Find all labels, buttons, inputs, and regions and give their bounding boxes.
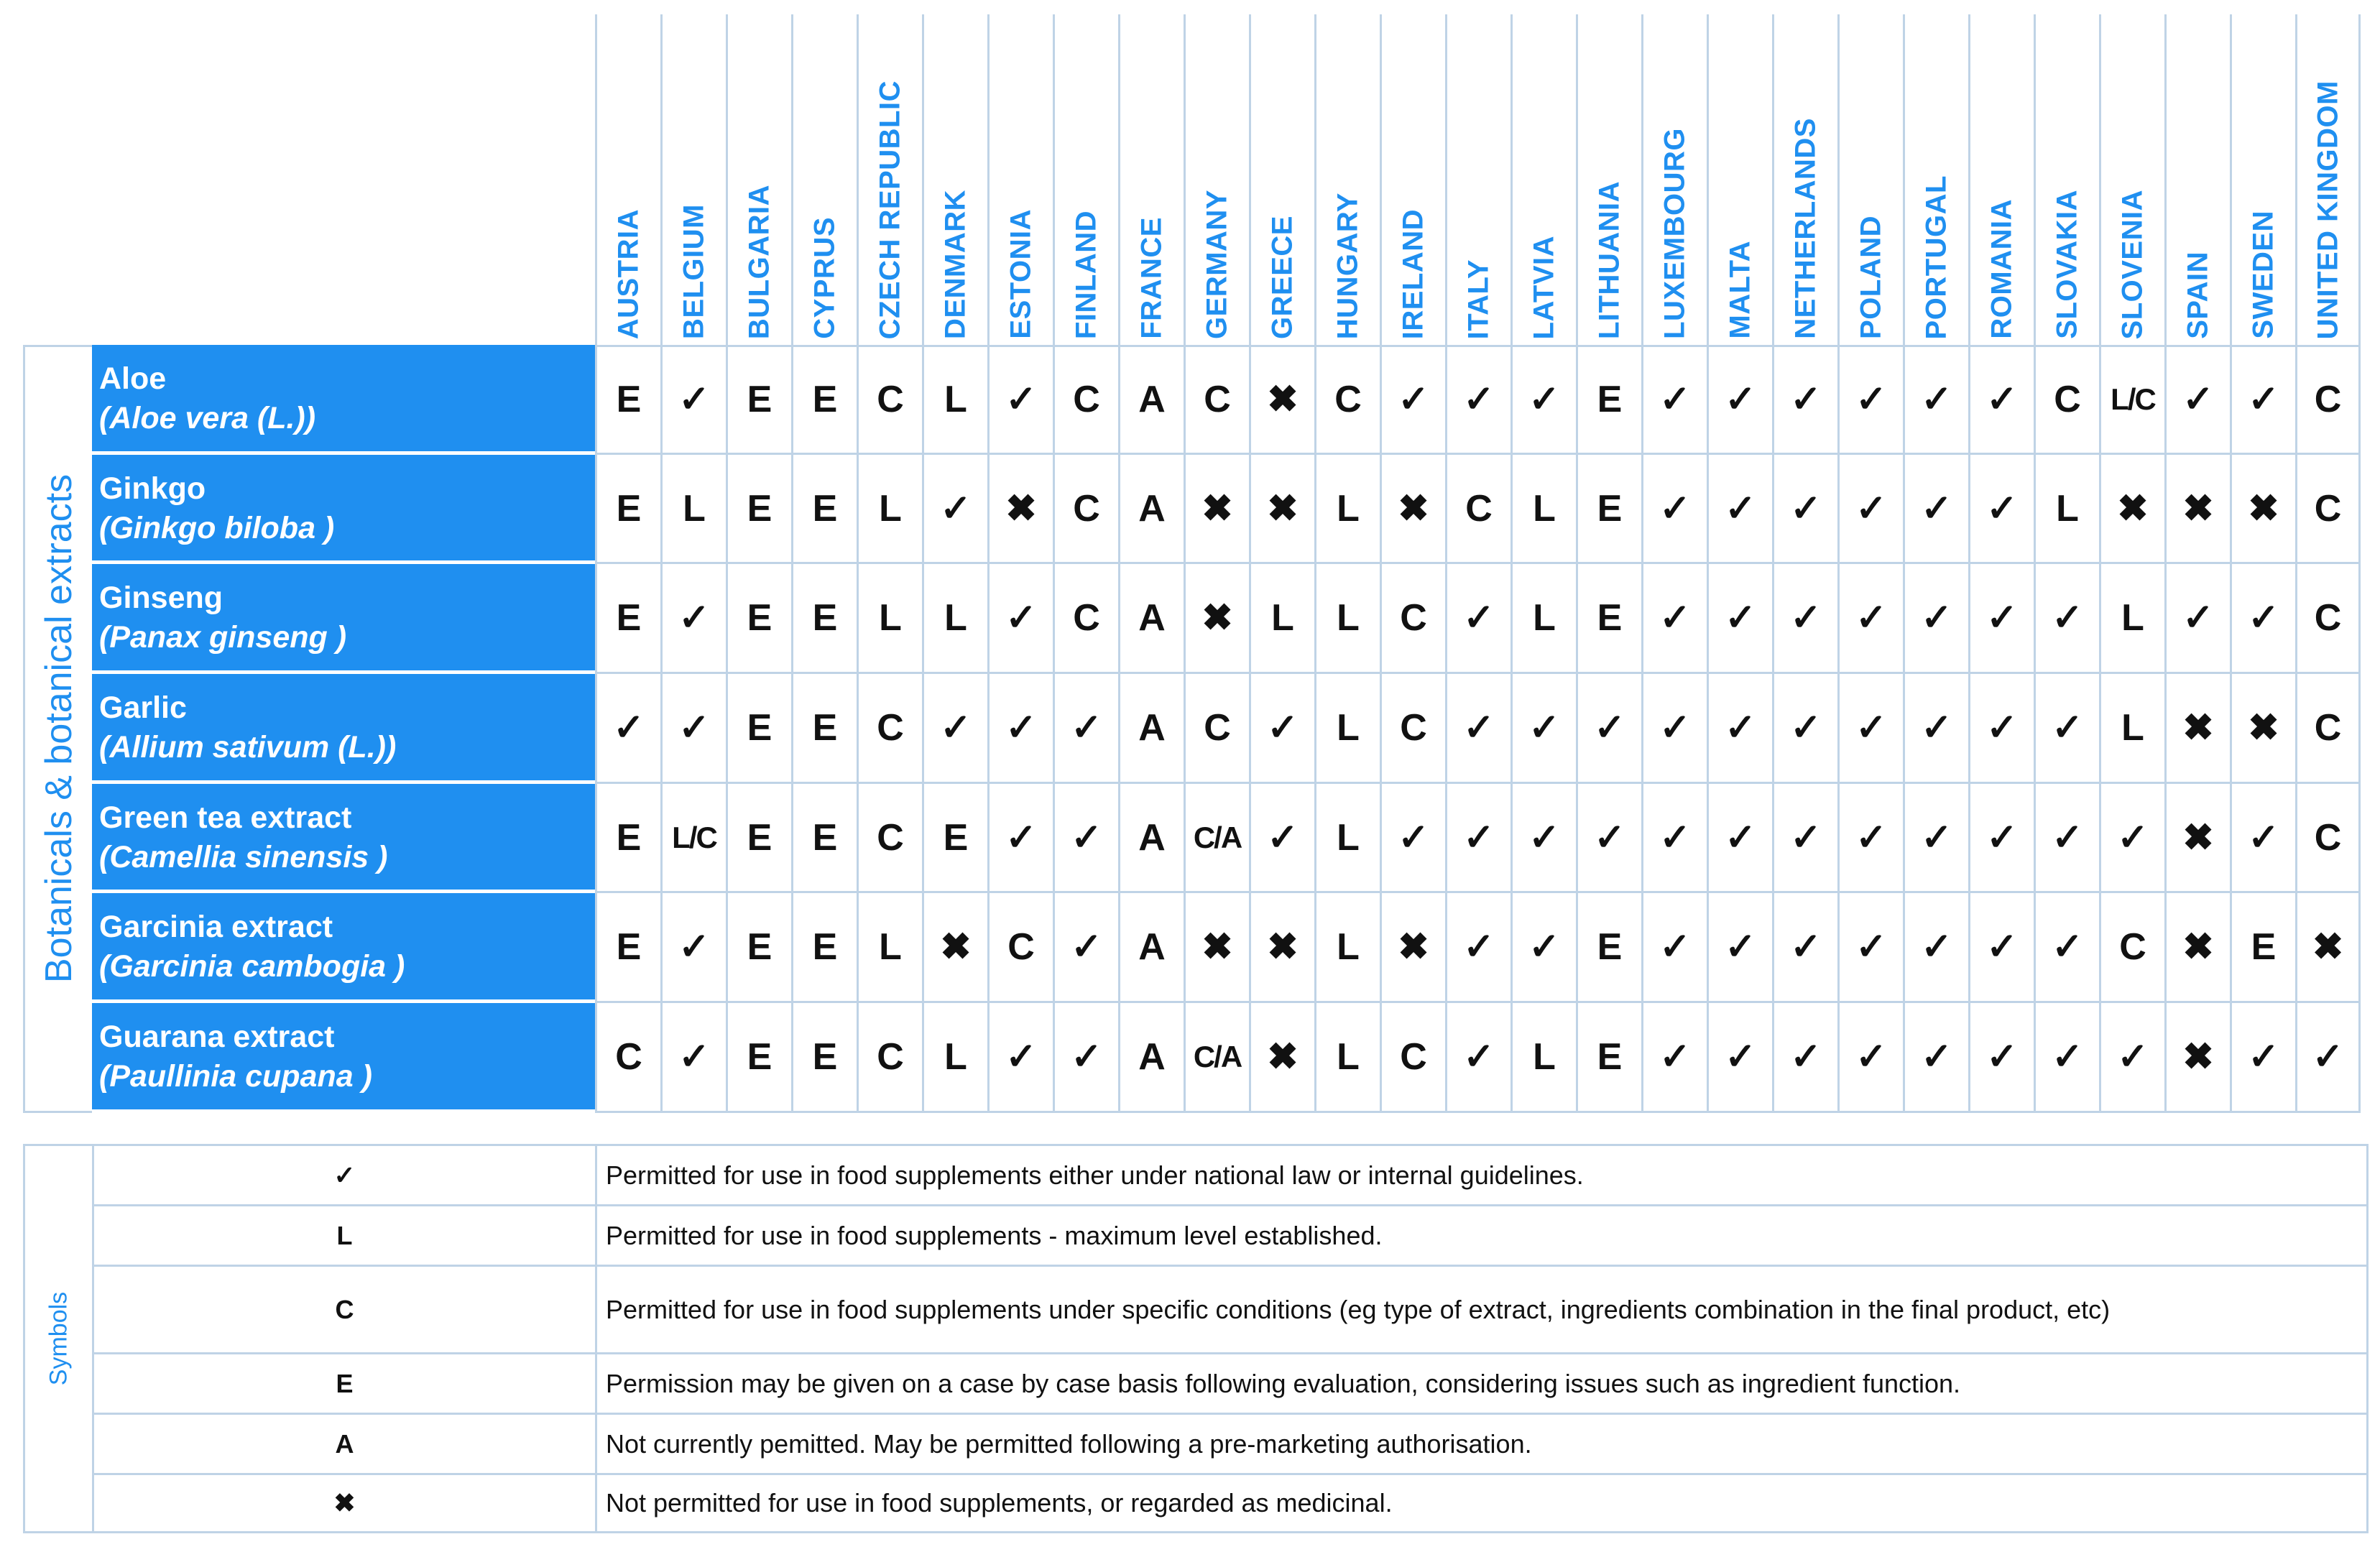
status-cell: ✓ — [1903, 345, 1968, 455]
status-cell: ✓ — [2034, 674, 2099, 784]
row-label — [92, 455, 595, 565]
country-header-label: SWEDEN — [2247, 211, 2279, 339]
country-header-label: SLOVENIA — [2116, 189, 2149, 339]
country-header — [1641, 14, 1707, 345]
status-cell: ✓ — [1053, 784, 1118, 894]
country-header — [1118, 14, 1184, 345]
status-cell: ✓ — [1053, 674, 1118, 784]
status-cell: ✓ — [1903, 564, 1968, 674]
status-cell: ✓ — [1772, 564, 1837, 674]
status-cell: ✖ — [1249, 455, 1314, 565]
status-cell: E — [791, 455, 857, 565]
ingredient-name: Ginkgo — [99, 471, 206, 506]
status-cell: ✓ — [1837, 893, 1903, 1003]
country-header — [1707, 14, 1772, 345]
status-cell: C — [987, 893, 1053, 1003]
status-cell: E — [791, 564, 857, 674]
status-cell: A — [1118, 784, 1184, 894]
status-cell: ✓ — [987, 674, 1053, 784]
country-header-label: CYPRUS — [808, 217, 841, 339]
status-cell: C — [2295, 345, 2361, 455]
status-cell: C — [1184, 345, 1249, 455]
status-cell: L — [857, 893, 922, 1003]
status-cell: ✓ — [1380, 345, 1445, 455]
status-cell: ✓ — [1903, 1003, 1968, 1113]
scientific-name: (Panax ginseng ) — [99, 620, 347, 655]
permission-table — [23, 14, 2380, 1113]
country-header — [1184, 14, 1249, 345]
status-cell: ✓ — [1903, 784, 1968, 894]
country-header — [2099, 14, 2164, 345]
status-cell: C/A — [1184, 784, 1249, 894]
status-cell: ✓ — [1707, 564, 1772, 674]
status-cell: L — [1314, 455, 1380, 565]
status-cell: L — [857, 455, 922, 565]
country-header-label: SPAIN — [2182, 251, 2214, 339]
country-header-label: AUSTRIA — [612, 208, 645, 339]
status-cell: ✖ — [987, 455, 1053, 565]
status-cell: ✓ — [1641, 893, 1707, 1003]
status-cell: E — [726, 455, 791, 565]
country-header — [791, 14, 857, 345]
legend-title — [23, 1144, 92, 1533]
status-cell: ✓ — [1968, 1003, 2034, 1113]
country-header — [1968, 14, 2034, 345]
row-label — [92, 893, 595, 1003]
country-header-label: HUNGARY — [1332, 192, 1364, 339]
row-label — [92, 784, 595, 894]
legend-description: Permitted for use in food supplements - maximum level established. — [595, 1204, 2369, 1265]
status-cell: A — [1118, 455, 1184, 565]
status-cell: ✖ — [1184, 564, 1249, 674]
status-cell: L — [922, 564, 987, 674]
status-cell: ✓ — [2099, 1003, 2164, 1113]
status-cell: ✓ — [1772, 1003, 1837, 1113]
status-cell: ✓ — [2230, 1003, 2295, 1113]
scientific-name: (Allium sativum (L.)) — [99, 730, 397, 765]
row-label — [92, 1003, 595, 1113]
status-cell: ✖ — [2230, 455, 2295, 565]
status-cell: E — [1576, 1003, 1641, 1113]
country-header — [1510, 14, 1576, 345]
status-cell: E — [595, 564, 660, 674]
status-cell: C — [2295, 564, 2361, 674]
country-header — [595, 14, 660, 345]
status-cell: C — [1053, 455, 1118, 565]
status-cell: C — [1380, 674, 1445, 784]
status-cell: L — [1314, 893, 1380, 1003]
group-label-text: Botanicals & botanical extracts — [37, 474, 80, 984]
status-cell: ✓ — [1903, 893, 1968, 1003]
status-cell: ✓ — [1837, 455, 1903, 565]
status-cell: ✓ — [1707, 784, 1772, 894]
status-cell: ✓ — [1772, 674, 1837, 784]
status-cell: ✓ — [1968, 564, 2034, 674]
status-cell: ✓ — [1837, 564, 1903, 674]
country-header-label: GREECE — [1266, 216, 1299, 339]
status-cell: ✓ — [922, 674, 987, 784]
status-cell: C — [857, 1003, 922, 1113]
country-header — [1772, 14, 1837, 345]
status-cell: ✓ — [1445, 893, 1510, 1003]
status-cell: ✓ — [1641, 564, 1707, 674]
status-cell: ✓ — [1445, 1003, 1510, 1113]
status-cell: ✖ — [1380, 893, 1445, 1003]
ingredient-name: Ginseng — [99, 581, 223, 616]
country-header — [2295, 14, 2361, 345]
status-cell: ✓ — [1053, 893, 1118, 1003]
country-header — [2164, 14, 2230, 345]
country-header-label: CZECH REPUBLIC — [874, 80, 906, 339]
status-cell: C — [1314, 345, 1380, 455]
status-cell: ✓ — [2230, 345, 2295, 455]
status-cell: ✓ — [1641, 345, 1707, 455]
status-cell: L — [1249, 564, 1314, 674]
country-header-label: POLAND — [1855, 216, 1887, 339]
status-cell: C — [1380, 1003, 1445, 1113]
status-cell: ✓ — [2164, 564, 2230, 674]
country-header — [1314, 14, 1380, 345]
legend-symbol: E — [92, 1352, 595, 1413]
status-cell: L — [1510, 455, 1576, 565]
country-header-label: DENMARK — [939, 190, 972, 339]
status-cell: E — [791, 784, 857, 894]
symbols-legend — [23, 1144, 2369, 1533]
status-cell: E — [791, 893, 857, 1003]
status-cell: ✓ — [660, 564, 726, 674]
status-cell: L — [660, 455, 726, 565]
group-label — [23, 345, 92, 1113]
corner-spacer — [92, 14, 595, 345]
country-header-label: LATVIA — [1528, 235, 1560, 339]
corner-spacer — [23, 14, 92, 345]
country-header — [1380, 14, 1445, 345]
status-cell: L — [1314, 784, 1380, 894]
status-cell: L — [922, 1003, 987, 1113]
status-cell: ✓ — [1837, 674, 1903, 784]
status-cell: A — [1118, 674, 1184, 784]
legend-symbol: ✖ — [92, 1473, 595, 1533]
status-cell: ✓ — [660, 674, 726, 784]
status-cell: C — [2295, 455, 2361, 565]
status-cell: ✓ — [1903, 455, 1968, 565]
status-cell: ✖ — [2164, 455, 2230, 565]
status-cell: ✓ — [1510, 893, 1576, 1003]
status-cell: A — [1118, 1003, 1184, 1113]
status-cell: C — [857, 674, 922, 784]
status-cell: E — [726, 784, 791, 894]
status-cell: ✓ — [2034, 564, 2099, 674]
scientific-name: (Ginkgo biloba ) — [99, 510, 335, 545]
country-header-label: LITHUANIA — [1593, 180, 1625, 339]
status-cell: ✓ — [1837, 345, 1903, 455]
status-cell: ✓ — [660, 1003, 726, 1113]
country-header — [857, 14, 922, 345]
status-cell: E — [726, 674, 791, 784]
country-header — [1576, 14, 1641, 345]
row-label — [92, 564, 595, 674]
status-cell: ✖ — [2099, 455, 2164, 565]
status-cell: L — [1314, 564, 1380, 674]
status-cell: L — [2099, 564, 2164, 674]
status-cell: ✓ — [1641, 1003, 1707, 1113]
legend-symbol: L — [92, 1204, 595, 1265]
status-cell: ✓ — [2034, 1003, 2099, 1113]
status-cell: ✓ — [2034, 893, 2099, 1003]
status-cell: ✓ — [1445, 564, 1510, 674]
country-header — [726, 14, 791, 345]
country-header-label: BELGIUM — [678, 204, 710, 339]
status-cell: ✖ — [2164, 893, 2230, 1003]
status-cell: C — [2034, 345, 2099, 455]
status-cell: ✖ — [2164, 784, 2230, 894]
ingredient-name: Aloe — [99, 361, 167, 396]
ingredient-name: Garcinia extract — [99, 910, 333, 945]
status-cell: E — [1576, 345, 1641, 455]
status-cell: ✓ — [1968, 455, 2034, 565]
status-cell: ✓ — [1968, 784, 2034, 894]
status-cell: ✖ — [2230, 674, 2295, 784]
status-cell: ✓ — [2230, 784, 2295, 894]
country-header-label: LUXEMBOURG — [1659, 128, 1691, 339]
status-cell: ✓ — [987, 564, 1053, 674]
country-header-label: FINLAND — [1070, 210, 1102, 339]
country-header-label: ROMANIA — [1985, 199, 2018, 339]
status-cell: L — [1314, 1003, 1380, 1113]
status-cell: E — [791, 674, 857, 784]
status-cell: ✖ — [1249, 345, 1314, 455]
legend-description: Permission may be given on a case by case basis following evaluation, considering issues such as ingredient function. — [595, 1352, 2369, 1413]
status-cell: ✓ — [1510, 674, 1576, 784]
status-cell: E — [2230, 893, 2295, 1003]
status-cell: E — [726, 564, 791, 674]
ingredient-name: Guarana extract — [99, 1020, 335, 1055]
status-cell: L — [2099, 674, 2164, 784]
status-cell: C — [1445, 455, 1510, 565]
legend-title-text: Symbols — [45, 1291, 72, 1386]
status-cell: ✓ — [2099, 784, 2164, 894]
status-cell: ✓ — [2295, 1003, 2361, 1113]
status-cell: ✓ — [1249, 784, 1314, 894]
status-cell: ✓ — [2230, 564, 2295, 674]
status-cell: ✓ — [1707, 1003, 1772, 1113]
status-cell: ✖ — [1249, 893, 1314, 1003]
status-cell: E — [922, 784, 987, 894]
status-cell: A — [1118, 564, 1184, 674]
status-cell: E — [1576, 455, 1641, 565]
status-cell: ✓ — [1641, 674, 1707, 784]
status-cell: ✓ — [987, 784, 1053, 894]
status-cell: ✓ — [922, 455, 987, 565]
legend-symbol: C — [92, 1265, 595, 1352]
status-cell: C — [857, 345, 922, 455]
country-header-label: GERMANY — [1201, 190, 1233, 339]
country-header-label: BULGARIA — [743, 184, 775, 339]
status-cell: C/A — [1184, 1003, 1249, 1113]
status-cell: L/C — [2099, 345, 2164, 455]
status-cell: ✓ — [1707, 455, 1772, 565]
status-cell: ✓ — [1445, 674, 1510, 784]
status-cell: ✖ — [1184, 455, 1249, 565]
status-cell: E — [1576, 564, 1641, 674]
status-cell: C — [1053, 345, 1118, 455]
status-cell: ✖ — [1184, 893, 1249, 1003]
status-cell: L — [1314, 674, 1380, 784]
status-cell: ✓ — [1707, 893, 1772, 1003]
status-cell: ✓ — [1772, 345, 1837, 455]
status-cell: ✖ — [1249, 1003, 1314, 1113]
status-cell: C — [1184, 674, 1249, 784]
status-cell: E — [1576, 893, 1641, 1003]
status-cell: C — [857, 784, 922, 894]
status-cell: ✓ — [1968, 345, 2034, 455]
status-cell: ✓ — [1510, 784, 1576, 894]
status-cell: ✓ — [1445, 784, 1510, 894]
country-header-label: IRELAND — [1397, 208, 1429, 339]
status-cell: ✓ — [1707, 345, 1772, 455]
scientific-name: (Paullinia cupana ) — [99, 1059, 372, 1094]
legend-symbol: ✓ — [92, 1144, 595, 1204]
status-cell: ✓ — [1641, 455, 1707, 565]
status-cell: ✓ — [2034, 784, 2099, 894]
status-cell: ✓ — [1576, 784, 1641, 894]
status-cell: ✓ — [1380, 784, 1445, 894]
status-cell: E — [595, 893, 660, 1003]
status-cell: E — [595, 784, 660, 894]
status-cell: A — [1118, 893, 1184, 1003]
legend-symbol: A — [92, 1413, 595, 1473]
status-cell: ✓ — [1968, 893, 2034, 1003]
country-header-label: ITALY — [1462, 259, 1495, 339]
legend-description: Permitted for use in food supplements under specific conditions (eg type of extract, ingredients combination in the final product, etc) — [595, 1265, 2369, 1352]
status-cell: ✓ — [1772, 784, 1837, 894]
status-cell: E — [726, 1003, 791, 1113]
status-cell: C — [2099, 893, 2164, 1003]
country-header — [1249, 14, 1314, 345]
country-header-label: SLOVAKIA — [2051, 190, 2083, 339]
status-cell: ✓ — [1249, 674, 1314, 784]
status-cell: ✓ — [1445, 345, 1510, 455]
status-cell: E — [726, 893, 791, 1003]
row-label — [92, 345, 595, 455]
status-cell: C — [2295, 674, 2361, 784]
country-header-label: NETHERLANDS — [1789, 118, 1822, 339]
status-cell: ✓ — [1707, 674, 1772, 784]
status-cell: ✓ — [660, 893, 726, 1003]
status-cell: L — [1510, 1003, 1576, 1113]
row-label — [92, 674, 595, 784]
status-cell: E — [595, 455, 660, 565]
country-header — [1053, 14, 1118, 345]
status-cell: C — [595, 1003, 660, 1113]
ingredient-name: Garlic — [99, 690, 187, 726]
status-cell: ✖ — [2295, 893, 2361, 1003]
status-cell: E — [791, 1003, 857, 1113]
status-cell: ✓ — [1053, 1003, 1118, 1113]
status-cell: E — [726, 345, 791, 455]
status-cell: ✓ — [2164, 345, 2230, 455]
status-cell: ✓ — [1772, 455, 1837, 565]
country-header — [2230, 14, 2295, 345]
status-cell: E — [791, 345, 857, 455]
status-cell: ✓ — [1576, 674, 1641, 784]
status-cell: ✓ — [1510, 345, 1576, 455]
status-cell: ✓ — [1837, 1003, 1903, 1113]
status-cell: ✓ — [660, 345, 726, 455]
status-cell: L/C — [660, 784, 726, 894]
country-header-label: MALTA — [1724, 241, 1756, 339]
legend-description: Not currently pemitted. May be permitted following a pre-marketing authorisation. — [595, 1413, 2369, 1473]
country-header-label: ESTONIA — [1005, 209, 1037, 339]
status-cell: ✓ — [987, 1003, 1053, 1113]
legend-description: Not permitted for use in food supplements, or regarded as medicinal. — [595, 1473, 2369, 1533]
country-header-label: PORTUGAL — [1920, 175, 1952, 339]
country-header — [1445, 14, 1510, 345]
status-cell: ✓ — [987, 345, 1053, 455]
status-cell: ✖ — [2164, 1003, 2230, 1113]
status-cell: ✖ — [922, 893, 987, 1003]
status-cell: L — [922, 345, 987, 455]
country-header — [1903, 14, 1968, 345]
status-cell: C — [1053, 564, 1118, 674]
country-header — [987, 14, 1053, 345]
status-cell: ✓ — [1837, 784, 1903, 894]
country-header — [2034, 14, 2099, 345]
status-cell: ✓ — [1968, 674, 2034, 784]
scientific-name: (Camellia sinensis ) — [99, 839, 388, 874]
status-cell: E — [595, 345, 660, 455]
status-cell: L — [857, 564, 922, 674]
status-cell: C — [1380, 564, 1445, 674]
ingredient-name: Green tea extract — [99, 800, 352, 835]
status-cell: L — [2034, 455, 2099, 565]
country-header — [922, 14, 987, 345]
country-header-label: FRANCE — [1135, 217, 1168, 339]
status-cell: ✓ — [1641, 784, 1707, 894]
status-cell: C — [2295, 784, 2361, 894]
country-header — [1837, 14, 1903, 345]
status-cell: ✓ — [1903, 674, 1968, 784]
status-cell: ✓ — [595, 674, 660, 784]
country-header-label: UNITED KINGDOM — [2312, 80, 2343, 339]
status-cell: ✖ — [2164, 674, 2230, 784]
legend-description: Permitted for use in food supplements either under national law or internal guidelines. — [595, 1144, 2369, 1204]
scientific-name: (Garcinia cambogia ) — [99, 949, 405, 984]
country-header — [660, 14, 726, 345]
status-cell: ✓ — [1772, 893, 1837, 1003]
status-cell: ✖ — [1380, 455, 1445, 565]
scientific-name: (Aloe vera (L.)) — [99, 401, 316, 435]
status-cell: A — [1118, 345, 1184, 455]
status-cell: L — [1510, 564, 1576, 674]
